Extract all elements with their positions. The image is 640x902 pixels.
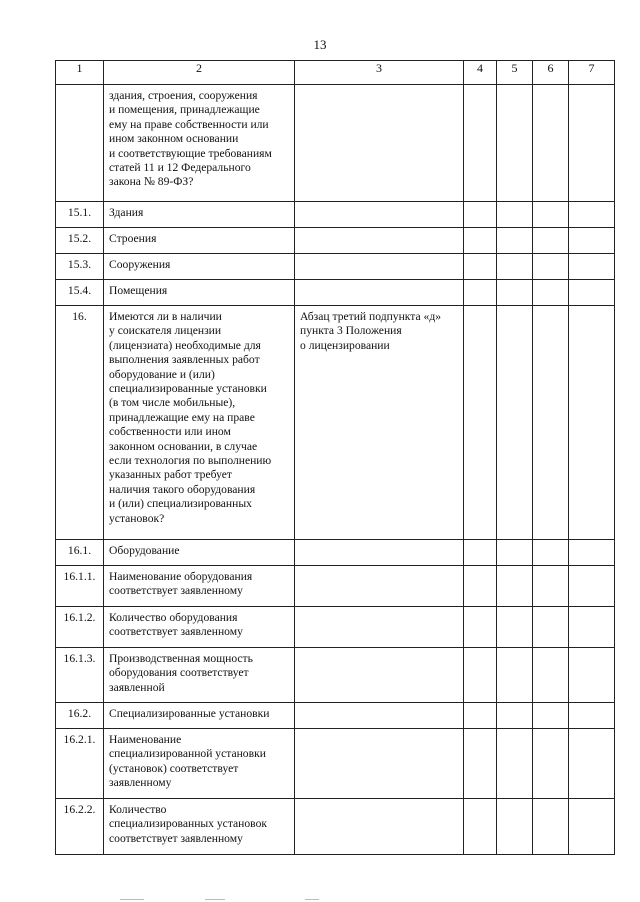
legal-reference xyxy=(295,566,464,607)
row-number: 16.1. xyxy=(56,540,104,566)
answer-cell xyxy=(464,85,497,202)
header-row xyxy=(56,61,615,85)
legal-reference xyxy=(295,729,464,799)
requirement-text: Количество специализированных установок соответствует заявленному xyxy=(104,799,295,855)
legal-reference xyxy=(295,85,464,202)
answer-cell xyxy=(533,648,569,703)
answer-cell xyxy=(464,202,497,228)
answer-cell xyxy=(569,729,615,799)
answer-cell xyxy=(569,607,615,648)
requirement-text: Оборудование xyxy=(104,540,295,566)
answer-cell xyxy=(569,306,615,540)
answer-cell xyxy=(533,703,569,729)
answer-cell xyxy=(464,254,497,280)
answer-cell xyxy=(533,306,569,540)
table-row xyxy=(56,306,615,540)
answer-cell xyxy=(497,85,533,202)
answer-cell xyxy=(569,202,615,228)
legal-reference xyxy=(295,280,464,306)
answer-cell xyxy=(569,799,615,855)
requirement-text: Количество оборудования соответствует заявленному xyxy=(104,607,295,648)
requirement-text: здания, строения, сооружения и помещения, принадлежащие ему на праве собственности или ином законном основании и соответствующие требованиям статей 11 и 12 Федерального закона № 89-ФЗ? xyxy=(104,85,295,202)
table-row xyxy=(56,648,615,703)
requirement-text: Сооружения xyxy=(104,254,295,280)
answer-cell xyxy=(497,540,533,566)
legal-reference xyxy=(295,254,464,280)
answer-cell xyxy=(464,729,497,799)
answer-cell xyxy=(533,280,569,306)
answer-cell xyxy=(533,799,569,855)
column-header: 7 xyxy=(569,61,615,85)
requirement-text: Здания xyxy=(104,202,295,228)
row-number: 15.4. xyxy=(56,280,104,306)
requirement-text: Производственная мощность оборудования соответствует заявленной xyxy=(104,648,295,703)
row-number: 16.2.1. xyxy=(56,729,104,799)
answer-cell xyxy=(497,228,533,254)
answer-cell xyxy=(569,254,615,280)
row-number: 16. xyxy=(56,306,104,540)
answer-cell xyxy=(533,254,569,280)
answer-cell xyxy=(497,703,533,729)
answer-cell xyxy=(497,648,533,703)
table-row xyxy=(56,254,615,280)
table-row xyxy=(56,280,615,306)
answer-cell xyxy=(464,280,497,306)
row-number: 16.2. xyxy=(56,703,104,729)
answer-cell xyxy=(569,85,615,202)
answer-cell xyxy=(533,202,569,228)
answer-cell xyxy=(533,540,569,566)
answer-cell xyxy=(464,799,497,855)
table-row xyxy=(56,607,615,648)
legal-reference xyxy=(295,648,464,703)
answer-cell xyxy=(497,280,533,306)
answer-cell xyxy=(497,607,533,648)
answer-cell xyxy=(569,280,615,306)
answer-cell xyxy=(464,607,497,648)
legal-reference xyxy=(295,228,464,254)
requirement-text: Специализированные установки xyxy=(104,703,295,729)
table-row xyxy=(56,540,615,566)
row-number: 15.1. xyxy=(56,202,104,228)
answer-cell xyxy=(497,254,533,280)
answer-cell xyxy=(533,566,569,607)
answer-cell xyxy=(533,228,569,254)
checklist-table xyxy=(55,60,615,855)
requirement-text: Строения xyxy=(104,228,295,254)
answer-cell xyxy=(569,566,615,607)
answer-cell xyxy=(497,566,533,607)
answer-cell xyxy=(533,85,569,202)
row-number: 16.2.2. xyxy=(56,799,104,855)
column-header: 1 xyxy=(56,61,104,85)
scan-edge-marks xyxy=(0,896,640,900)
table-row xyxy=(56,202,615,228)
column-header: 6 xyxy=(533,61,569,85)
legal-reference xyxy=(295,202,464,228)
answer-cell xyxy=(497,799,533,855)
column-header: 3 xyxy=(295,61,464,85)
row-number: 15.3. xyxy=(56,254,104,280)
legal-reference xyxy=(295,607,464,648)
answer-cell xyxy=(569,540,615,566)
row-number: 16.1.3. xyxy=(56,648,104,703)
answer-cell xyxy=(464,648,497,703)
answer-cell xyxy=(497,202,533,228)
answer-cell xyxy=(464,228,497,254)
legal-reference: Абзац третий подпункта «д» пункта 3 Положения о лицензировании xyxy=(295,306,464,540)
table-row xyxy=(56,228,615,254)
row-number: 16.1.2. xyxy=(56,607,104,648)
table-row xyxy=(56,703,615,729)
answer-cell xyxy=(464,703,497,729)
answer-cell xyxy=(569,648,615,703)
row-number: 15.2. xyxy=(56,228,104,254)
answer-cell xyxy=(464,540,497,566)
answer-cell xyxy=(497,306,533,540)
requirement-text: Помещения xyxy=(104,280,295,306)
answer-cell xyxy=(569,703,615,729)
legal-reference xyxy=(295,703,464,729)
table-row xyxy=(56,566,615,607)
table-row xyxy=(56,85,615,202)
column-header: 4 xyxy=(464,61,497,85)
answer-cell xyxy=(533,607,569,648)
answer-cell xyxy=(464,306,497,540)
answer-cell xyxy=(497,729,533,799)
row-number xyxy=(56,85,104,202)
column-header: 5 xyxy=(497,61,533,85)
answer-cell xyxy=(533,729,569,799)
row-number: 16.1.1. xyxy=(56,566,104,607)
column-header: 2 xyxy=(104,61,295,85)
table-row xyxy=(56,729,615,799)
legal-reference xyxy=(295,799,464,855)
page-number: 13 xyxy=(313,37,327,52)
requirement-text: Имеются ли в наличии у соискателя лицензии (лицензиата) необходимые для выполнения заявленных работ оборудование и (или) специализированные установки (в том числе мобильные), принадлежащие ему на праве собственности или ином законном основании, в случае если технология по выполнению указанных работ требует наличия такого оборудования и (или) специализированных установок? xyxy=(104,306,295,540)
answer-cell xyxy=(464,566,497,607)
requirement-text: Наименование специализированной установки (установок) соответствует заявленному xyxy=(104,729,295,799)
answer-cell xyxy=(569,228,615,254)
requirement-text: Наименование оборудования соответствует заявленному xyxy=(104,566,295,607)
legal-reference xyxy=(295,540,464,566)
table-row xyxy=(56,799,615,855)
